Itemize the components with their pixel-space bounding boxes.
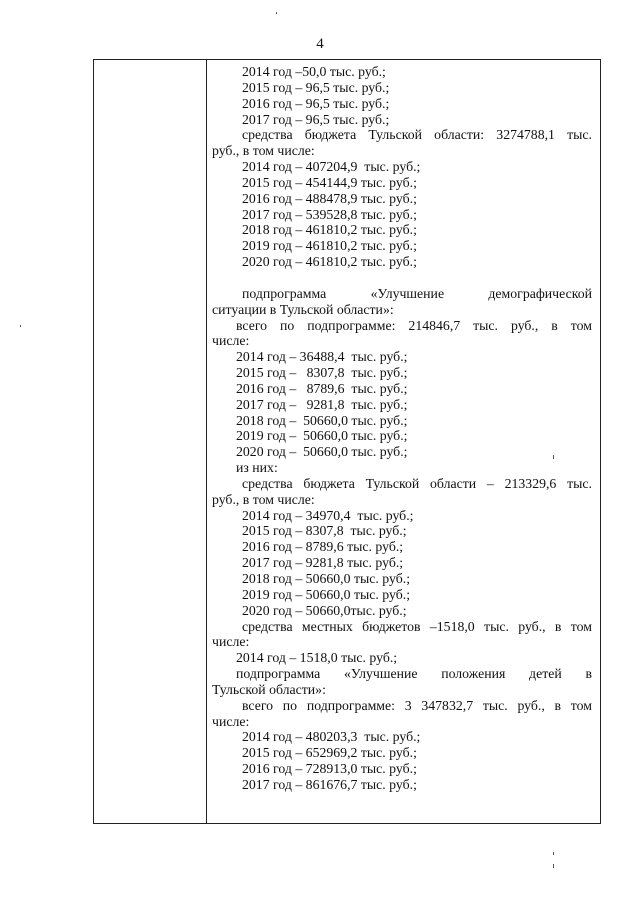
local-budget-heading-cont: числе: <box>212 634 250 650</box>
year-line: 2016 год – 8789,6 тыс. руб.; <box>242 539 404 555</box>
year-line: 2014 год – 1518,0 тыс. руб.; <box>236 650 398 666</box>
year-line: 2017 год – 861676,7 тыс. руб.; <box>242 776 417 792</box>
year-line: 2019 год – 461810,2 тыс. руб.; <box>242 238 417 254</box>
scan-speck <box>20 325 21 327</box>
subprogram-demography-total-cont: числе: <box>212 333 250 349</box>
year-line: 2015 год – 96,5 тыс. руб.; <box>242 79 390 95</box>
year-line: 2014 год – 407204,9 тыс. руб.; <box>242 159 421 175</box>
subprogram-children-total-cont: числе: <box>212 713 250 729</box>
year-line: 2015 год – 652969,2 тыс. руб.; <box>242 745 417 761</box>
of-which-label: из них: <box>236 460 278 476</box>
blank-line <box>212 270 592 286</box>
subprogram-demography-title: подпрограмма «Улучшение демографической <box>242 285 592 301</box>
year-line: 2017 год – 539528,8 тыс. руб.; <box>242 206 417 222</box>
year-line: 2018 год – 50660,0 тыс. руб.; <box>242 571 411 586</box>
page-number: 4 <box>316 36 324 52</box>
subprogram-demography-total: всего по подпрограмме: 214846,7 тыс. руб., в том <box>236 317 592 333</box>
year-line: 2019 год – 50660,0 тыс. руб.; <box>242 586 411 602</box>
scan-speck <box>553 864 554 868</box>
year-line: 2014 год –50,0 тыс. руб.; <box>242 64 386 79</box>
scan-speck <box>553 852 554 855</box>
funding-text-cell <box>212 64 592 793</box>
column-divider <box>206 60 207 823</box>
year-line: 2015 год – 454144,9 тыс. руб.; <box>242 174 417 190</box>
year-line: 2017 год – 9281,8 тыс. руб.; <box>236 396 408 412</box>
budget-table <box>93 59 601 824</box>
year-line: 2016 год – 488478,9 тыс. руб.; <box>242 190 417 206</box>
year-line: 2019 год – 50660,0 тыс. руб.; <box>236 428 408 444</box>
year-line: 2018 год – 461810,2 тыс. руб.; <box>242 222 417 238</box>
year-line: 2017 год – 9281,8 тыс. руб.; <box>242 555 404 571</box>
year-line: 2014 год – 480203,3 тыс. руб.; <box>242 729 421 745</box>
regional-budget-heading: средства бюджета Тульской области: 3274788,1 тыс. <box>242 127 592 143</box>
regional-budget-heading-cont: руб., в том числе: <box>212 491 315 507</box>
regional-budget-heading: средства бюджета Тульской области – 213329,6 тыс. <box>242 475 592 491</box>
year-line: 2020 год – 50660,0тыс. руб.; <box>242 602 407 618</box>
year-line: 2015 год – 8307,8 тыс. руб.; <box>236 365 408 381</box>
subprogram-demography-title-cont: ситуации в Тульской области»: <box>212 301 394 317</box>
year-line: 2016 год – 96,5 тыс. руб.; <box>242 95 390 111</box>
regional-budget-heading-cont: руб., в том числе: <box>212 143 315 159</box>
scan-speck <box>553 455 554 459</box>
year-line: 2020 год – 461810,2 тыс. руб.; <box>242 254 417 270</box>
subprogram-children-title: подпрограмма «Улучшение положения детей в <box>236 666 592 682</box>
year-line: 2020 год – 50660,0 тыс. руб.; <box>236 444 408 460</box>
subprogram-children-total: всего по подпрограмме: 3 347832,7 тыс. руб., в том <box>242 697 592 713</box>
year-line: 2014 год – 34970,4 тыс. руб.; <box>242 507 414 523</box>
local-budget-heading: средства местных бюджетов –1518,0 тыс. руб., в том <box>242 618 592 634</box>
year-line: 2017 год – 96,5 тыс. руб.; <box>242 111 390 127</box>
year-line: 2015 год – 8307,8 тыс. руб.; <box>242 523 407 539</box>
scan-speck <box>276 12 277 14</box>
year-line: 2018 год – 50660,0 тыс. руб.; <box>236 412 408 428</box>
subprogram-children-title-cont: Тульской области»: <box>212 681 326 697</box>
year-line: 2014 год – 36488,4 тыс. руб.; <box>236 349 408 365</box>
year-line: 2016 год – 728913,0 тыс. руб.; <box>242 761 417 777</box>
year-line: 2016 год – 8789,6 тыс. руб.; <box>236 380 408 396</box>
